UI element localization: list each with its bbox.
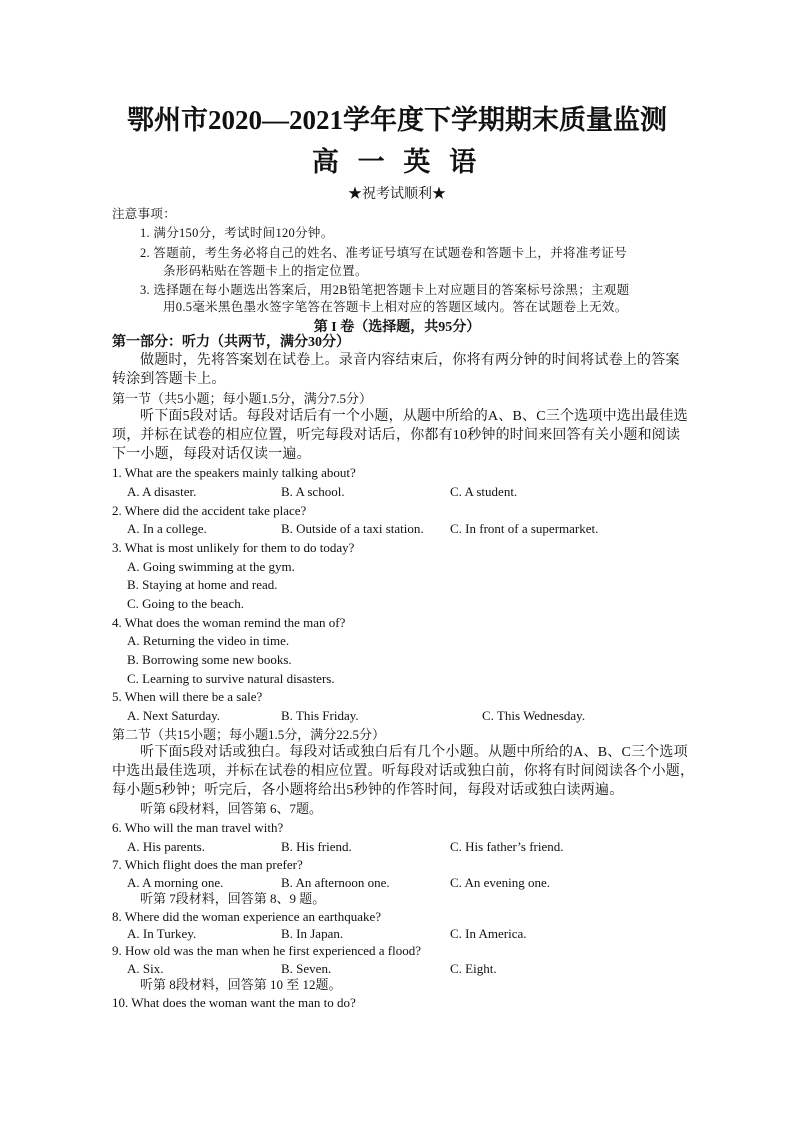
question-4-option-b: B. Borrowing some new books. xyxy=(127,652,292,667)
question-3-option-c: C. Going to the beach. xyxy=(127,596,244,611)
question-1-stem: 1. What are the speakers mainly talking about? xyxy=(112,465,356,480)
question-4-stem: 4. What does the woman remind the man of? xyxy=(112,615,346,630)
notice-item-3: 3. 选择题在每小题选出答案后，用2B铅笔把答题卡上对应题目的答案标号涂黑；主观题 xyxy=(140,283,630,297)
volume-title: 第 I 卷（选择题，共95分） xyxy=(313,320,481,335)
material-7-note: 听第 7段材料，回答第 8、9 题。 xyxy=(140,891,326,906)
section2-intro-2: 中选出最佳选项，并标在试卷的相应位置。听每段对话或独白前，你将有时间阅读各个小题， xyxy=(112,764,695,779)
part1-intro-2: 转涂到答题卡上。 xyxy=(112,372,226,387)
question-1-option-a: A. A disaster. xyxy=(127,484,197,499)
section2-intro-3: 每小题5秒钟；听完后，各小题将给出5秒钟的作答时间，每段对话或独白读两遍。 xyxy=(112,783,624,798)
notice-item-3-cont: 用0.5毫米黑色墨水签字笔答在答题卡上相对应的答题区域内。答在试题卷上无效。 xyxy=(163,300,628,314)
section1-heading: 第一节（共5小题；每小题1.5分，满分7.5分） xyxy=(112,391,373,406)
section1-intro-1: 听下面5段对话。每段对话后有一个小题，从题中所给的A、B、C三个选项中选出最佳选 xyxy=(140,409,688,424)
notice-item-1: 1. 满分150分，考试时间120分钟。 xyxy=(140,226,334,240)
question-5-option-c: C. This Wednesday. xyxy=(482,708,586,723)
question-4-option-c: C. Learning to survive natural disasters. xyxy=(127,671,335,686)
question-7-option-b: B. An afternoon one. xyxy=(281,875,390,890)
question-8-option-a: A. In Turkey. xyxy=(127,926,197,941)
section2-heading: 第二节（共15小题；每小题1.5分，满分22.5分） xyxy=(112,727,386,742)
question-9-option-b: B. Seven. xyxy=(281,961,332,976)
question-1-option-c: C. A student. xyxy=(450,484,518,499)
question-5-option-a: A. Next Saturday. xyxy=(127,708,221,723)
question-9-option-a: A. Six. xyxy=(127,961,164,976)
section2-intro-1: 听下面5段对话或独白。每段对话或独白后有几个小题。从题中所给的A、B、C三个选项 xyxy=(140,745,688,760)
question-9-stem: 9. How old was the man when he first experienced a flood? xyxy=(112,943,422,958)
question-6-option-b: B. His friend. xyxy=(281,839,352,854)
question-7-option-a: A. A morning one. xyxy=(127,875,224,890)
notice-heading: 注意事项： xyxy=(112,207,177,221)
question-2-option-c: C. In front of a supermarket. xyxy=(450,521,599,536)
part1-intro-1: 做题时，先将答案划在试卷上。录音内容结束后，你将有两分钟的时间将试卷上的答案 xyxy=(140,353,680,368)
question-2-stem: 2. Where did the accident take place? xyxy=(112,503,307,518)
part1-heading: 第一部分：听力（共两节，满分30分） xyxy=(112,335,350,350)
question-7-stem: 7. Which flight does the man prefer? xyxy=(112,857,303,872)
notice-item-2-cont: 条形码粘贴在答题卡上的指定位置。 xyxy=(163,264,368,278)
question-5-stem: 5. When will there be a sale? xyxy=(112,689,263,704)
question-6-stem: 6. Who will the man travel with? xyxy=(112,820,284,835)
exam-title: 鄂州市2020—2021学年度下学期期末质量监测 xyxy=(127,105,667,135)
material-6-note: 听第 6段材料，回答第 6、7题。 xyxy=(140,801,323,816)
question-4-option-a: A. Returning the video in time. xyxy=(127,633,290,648)
exam-subtitle: 高 一 英 语 xyxy=(311,147,483,177)
question-1-option-b: B. A school. xyxy=(281,484,345,499)
question-3-stem: 3. What is most unlikely for them to do today? xyxy=(112,540,355,555)
question-8-option-b: B. In Japan. xyxy=(281,926,344,941)
section1-intro-3: 下一小题，每段对话仅读一遍。 xyxy=(112,447,311,462)
good-luck-line: ★祝考试顺利★ xyxy=(348,187,446,202)
question-5-option-b: B. This Friday. xyxy=(281,708,359,723)
question-3-option-b: B. Staying at home and read. xyxy=(127,577,278,592)
question-9-option-c: C. Eight. xyxy=(450,961,497,976)
question-7-option-c: C. An evening one. xyxy=(450,875,551,890)
question-2-option-a: A. In a college. xyxy=(127,521,207,536)
section1-intro-2: 项，并标在试卷的相应位置，听完每段对话后，你都有10秒钟的时间来回答有关小题和阅读 xyxy=(112,428,681,443)
question-8-stem: 8. Where did the woman experience an earthquake? xyxy=(112,909,382,924)
notice-item-2: 2. 答题前，考生务必将自己的姓名、准考证号填写在试题卷和答题卡上，并将准考证号 xyxy=(140,246,628,260)
question-6-option-c: C. His father’s friend. xyxy=(450,839,564,854)
question-3-option-a: A. Going swimming at the gym. xyxy=(127,559,295,574)
question-6-option-a: A. His parents. xyxy=(127,839,205,854)
question-2-option-b: B. Outside of a taxi station. xyxy=(281,521,424,536)
question-10-stem: 10. What does the woman want the man to do? xyxy=(112,995,356,1010)
question-8-option-c: C. In America. xyxy=(450,926,527,941)
material-8-note: 听第 8段材料，回答第 10 至 12题。 xyxy=(140,977,342,992)
